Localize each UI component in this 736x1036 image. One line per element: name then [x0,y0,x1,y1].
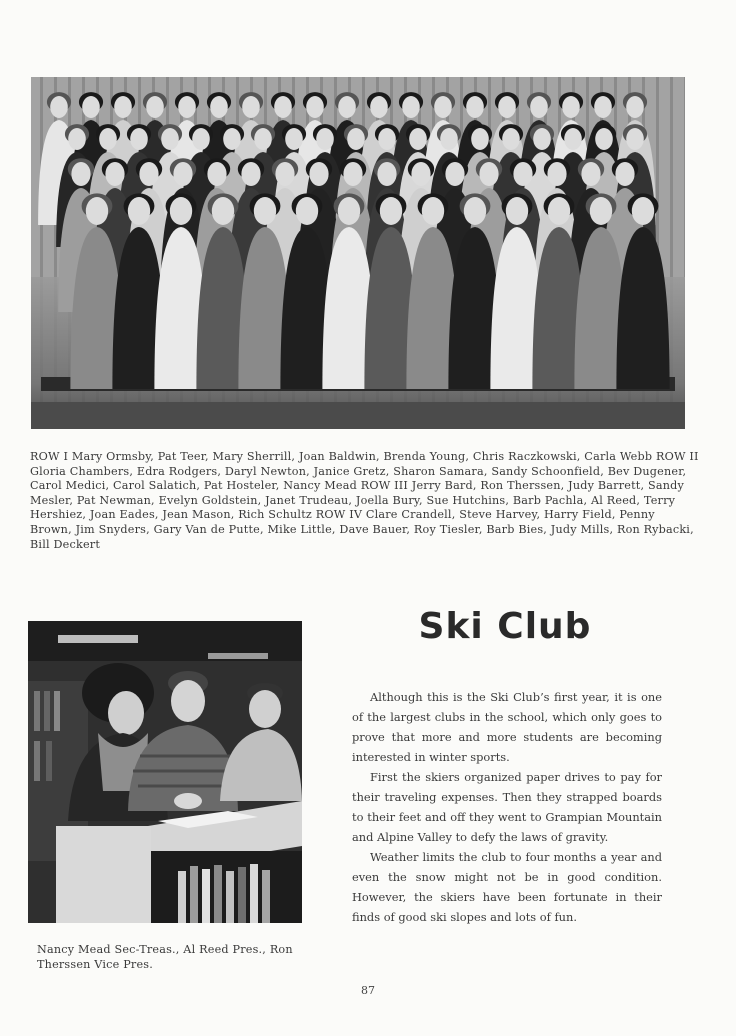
article-paragraph: First the skiers organized paper drives to pay for their traveling expenses. Then they strapped boards to their feet and off they went to Grampian Mountain and Alpine Valley to defy the laws of gravity. [352,770,662,844]
officer-photo [28,621,302,923]
page-number: 87 [361,984,375,997]
group-photo-image [31,77,685,429]
article-paragraph: Weather limits the club to four months a year and even the snow might not be in good condition. However, the skiers have been fortunate in their finds of good ski slopes and lots of fun. [352,850,662,924]
officer-photo-caption: Nancy Mead Sec-Treas., Al Reed Pres., Ron Therssen Vice Pres. [37,943,293,971]
group-photo [31,77,685,429]
article-body [352,687,662,927]
officer-photo-image [28,621,302,923]
club-title: Ski Club [418,606,592,647]
article-paragraph: Although this is the Ski Club’s first year, it is one of the largest clubs in the school, which only goes to prove that more and more students are becoming interested in winter sports. [352,690,662,764]
group-photo-caption: ROW I Mary Ormsby, Pat Teer, Mary Sherrill, Joan Baldwin, Brenda Young, Chris Raczkowski, Carla Webb ROW II Gloria Chambers, Edra Rodgers, Daryl Newton, Janice Gretz, Sharon Samara, Sandy Schoonfield, Bev Dugener, Carol Medici, Carol Salatich, Pat Hosteler, Nancy Mead ROW III Jerry Bard, Ron Therssen, Judy Barrett, Sandy Mesler, Pat Newman, Evelyn Goldstein, Janet Trudeau, Joella Bury, Sue Hutchins, Barb Pachla, Al Reed, Terry Hershiez, Joan Eades, Jean Mason, Rich Schultz ROW IV Clare Crandell, Steve Harvey, Harry Field, Penny Brown, Jim Snyders, Gary Van de Putte, Mike Little, Dave Bauer, Roy Tiesler, Barb Bies, Judy Mills, Ron Rybacki, Bill Deckert [30,450,699,551]
